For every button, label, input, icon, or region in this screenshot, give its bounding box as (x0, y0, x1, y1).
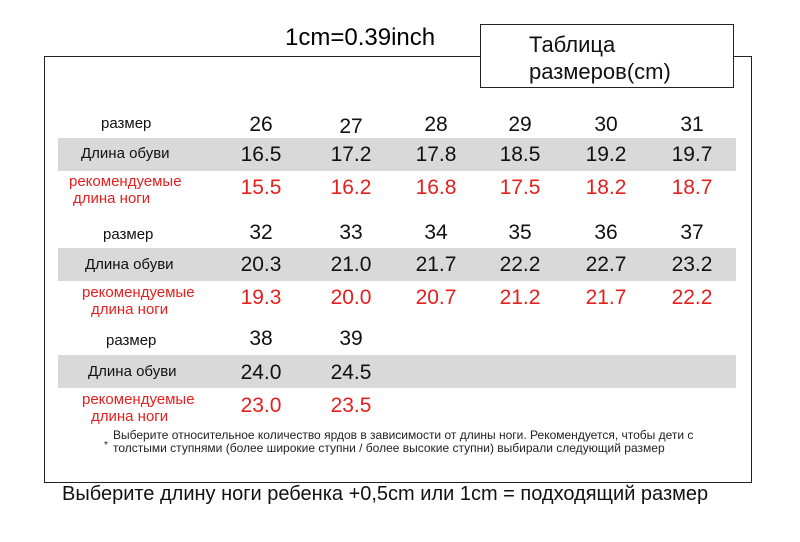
foot-length-label (82, 391, 195, 425)
size-value: 32 (249, 221, 273, 244)
footer-advice: Выберите длину ноги ребенка +0,5cm или 1cm = подходящий размер (62, 483, 709, 505)
shoe-length-value: 24.0 (240, 361, 282, 384)
shoe-length-value: 19.2 (585, 143, 627, 166)
size-value: 36 (594, 221, 618, 244)
title-line-1: Таблица (529, 32, 616, 57)
foot-length-value: 22.2 (671, 286, 713, 309)
size-value: 38 (249, 327, 273, 350)
size-label: размер (106, 332, 157, 349)
size-label: размер (103, 226, 154, 243)
foot-length-value: 17.5 (499, 176, 541, 199)
size-value: 37 (680, 221, 704, 244)
title-box (480, 24, 734, 88)
foot-length-label-line-2: длина ноги (91, 301, 169, 318)
shoe-length-label: Длина обуви (88, 363, 177, 380)
note-bullet: * (104, 440, 108, 451)
foot-length-label-line-1: рекомендуемые (82, 391, 195, 408)
shoe-length-value: 24.5 (330, 361, 372, 384)
foot-length-label-line-1: рекомендуемые (82, 284, 195, 301)
foot-length-value: 18.2 (585, 176, 627, 199)
foot-length-value: 16.8 (415, 176, 457, 199)
shoe-length-value: 16.5 (240, 143, 282, 166)
foot-length-value: 20.7 (415, 286, 457, 309)
size-value: 34 (424, 221, 448, 244)
foot-length-value: 15.5 (240, 176, 282, 199)
shoe-length-value: 22.2 (499, 253, 541, 276)
shoe-length-value: 22.7 (585, 253, 627, 276)
foot-length-value: 20.0 (330, 286, 372, 309)
size-value: 28 (424, 113, 448, 136)
shoe-length-value: 20.3 (240, 253, 282, 276)
size-value: 39 (339, 327, 363, 350)
foot-length-label-line-2: длина ноги (73, 190, 151, 207)
shoe-length-value: 17.8 (415, 143, 457, 166)
size-value: 26 (249, 113, 273, 136)
size-value: 30 (594, 113, 618, 136)
shoe-length-value: 18.5 (499, 143, 541, 166)
foot-length-value: 16.2 (330, 176, 372, 199)
foot-length-value: 23.0 (240, 394, 282, 417)
shoe-length-label: Длина обуви (81, 145, 170, 162)
foot-length-value: 19.3 (240, 286, 282, 309)
size-value: 29 (508, 113, 532, 136)
fit-note: Выберите относительное количество ярдов в зависимости от длины ноги. Рекомендуется, чтобы дети с толстыми ступнями (более широкие ступни / более высокие ступни) выбирали следующий размер (113, 428, 694, 455)
foot-length-value: 21.7 (585, 286, 627, 309)
foot-length-value: 18.7 (671, 176, 713, 199)
conversion-text: 1cm=0.39inch (285, 24, 436, 51)
shoe-length-value: 17.2 (330, 143, 372, 166)
foot-length-label-line-1: рекомендуемые (69, 173, 182, 190)
size-value: 33 (339, 221, 363, 244)
size-label: размер (101, 115, 152, 132)
shoe-length-value: 21.0 (330, 253, 372, 276)
foot-length-value: 23.5 (330, 394, 372, 417)
shoe-length-label: Длина обуви (85, 256, 174, 273)
shoe-length-value: 19.7 (671, 143, 713, 166)
foot-length-label (82, 284, 195, 318)
shoe-length-value: 21.7 (415, 253, 457, 276)
foot-length-label-line-2: длина ноги (91, 408, 169, 425)
title-line-2: размеров(cm) (529, 59, 671, 84)
size-value: 27 (339, 115, 363, 138)
size-value: 31 (680, 113, 704, 136)
shoe-length-value: 23.2 (671, 253, 713, 276)
foot-length-value: 21.2 (499, 286, 541, 309)
foot-length-label (69, 173, 182, 207)
size-value: 35 (508, 221, 532, 244)
